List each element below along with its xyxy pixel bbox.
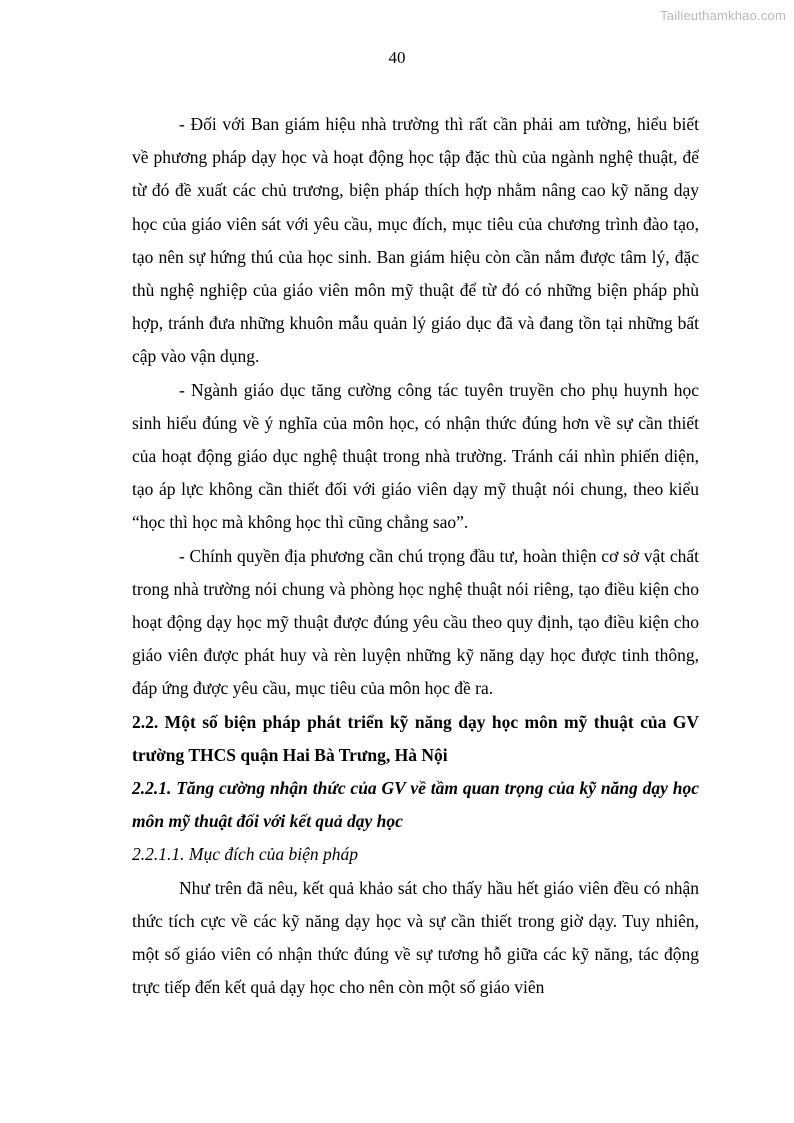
paragraph-local-government: - Chính quyền địa phương cần chú trọng đầu tư, hoàn thiện cơ sở vật chất trong nhà trường nói chung và phòng học nghệ thuật nói riêng, tạo điều kiện cho hoạt động dạy học mỹ thuật được đúng yêu cầu theo quy định, tạo điều kiện cho giáo viên được phát huy và rèn luyện những kỹ năng dạy học được tinh thông, đáp ứng được yêu cầu, mục tiêu của môn học đề ra. (132, 545, 699, 699)
section-heading: 2.2. Một số biện pháp phát triển kỹ năng dạy học môn mỹ thuật của GV trường THCS quận Hai Bà Trưng, Hà Nội (132, 711, 699, 765)
subsection-heading: 2.2.1. Tăng cường nhận thức của GV về tầm quan trọng của kỹ năng dạy học môn mỹ thuật đối với kết quả dạy học (132, 778, 699, 832)
document-body (132, 108, 699, 1004)
subsubsection-heading: 2.2.1.1. Mục đích của biện pháp (132, 844, 358, 865)
watermark: Tailieuthamkhao.com (660, 8, 786, 23)
page-number: 40 (388, 48, 406, 67)
paragraph-education-sector: - Ngành giáo dục tăng cường công tác tuyên truyền cho phụ huynh học sinh hiểu đúng về ý nghĩa của môn học, có nhận thức đúng hơn về sự cần thiết của hoạt động giáo dục nghệ thuật trong nhà trường. Tránh cái nhìn phiến diện, tạo áp lực không cần thiết đối với giáo viên dạy mỹ thuật nói chung, theo kiểu “học thì học mà không học thì cũng chẳng sao”. (132, 379, 699, 533)
paragraph-school-board: - Đối với Ban giám hiệu nhà trường thì rất cần phải am tường, hiểu biết về phương pháp dạy học và hoạt động học tập đặc thù của ngành nghệ thuật, để từ đó đề xuất các chủ trương, biện pháp thích hợp nhằm nâng cao kỹ năng dạy học của giáo viên sát với yêu cầu, mục đích, mục tiêu của chương trình đào tạo, tạo nên sự hứng thú của học sinh. Ban giám hiệu còn cần nắm được tâm lý, đặc thù nghệ nghiệp của giáo viên môn mỹ thuật để từ đó có những biện pháp phù hợp, tránh đưa những khuôn mẫu quản lý giáo dục đã và đang tồn tại những bất cập vào vận dụng. (132, 114, 699, 367)
paragraph-purpose: Như trên đã nêu, kết quả khảo sát cho thấy hầu hết giáo viên đều có nhận thức tích cực về các kỹ năng dạy học và sự cần thiết trong giờ dạy. Tuy nhiên, một số giáo viên có nhận thức đúng về sự tương hỗ giữa các kỹ năng, tác động trực tiếp đến kết quả dạy học cho nên còn một số giáo viên (132, 877, 699, 998)
